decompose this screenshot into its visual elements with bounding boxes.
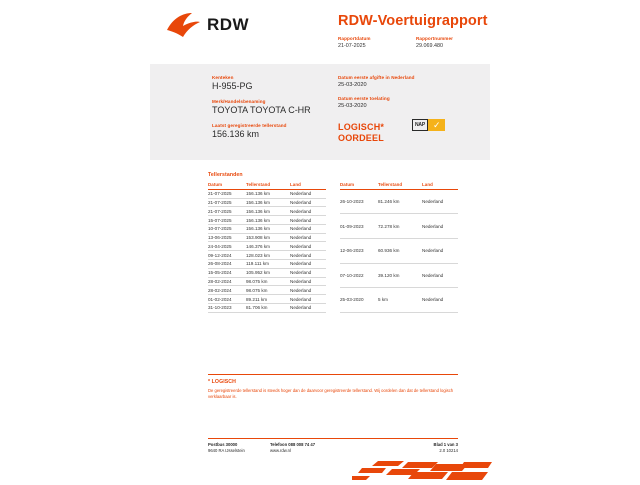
table-row: [208, 268, 326, 277]
cell-country: Nederland: [422, 189, 458, 214]
footer-phone-label: Telefoon 088 008 74 47: [270, 441, 316, 447]
table-header-row: [208, 181, 326, 189]
cell-mileage: 105.952 km: [246, 268, 290, 277]
nap-checkmark-icon: ✓: [428, 119, 445, 131]
table-row: [340, 263, 458, 288]
table-row: [208, 207, 326, 216]
cell-mileage: 81.706 km: [246, 303, 290, 312]
cell-date: 21-07-2025: [208, 207, 246, 216]
cell-mileage: 156.136 km: [246, 216, 290, 225]
footer-pagination: [434, 442, 458, 454]
cell-mileage: 98.075 km: [246, 286, 290, 295]
cell-date: 26-08-2024: [208, 260, 246, 269]
cell-country: Nederland: [290, 295, 326, 304]
cell-mileage: 156.136 km: [246, 198, 290, 207]
cell-date: 09-12-2024: [208, 251, 246, 260]
cell-country: Nederland: [290, 260, 326, 269]
rdw-brand-graphic-icon: [352, 460, 492, 480]
table-row: [340, 189, 458, 214]
divider: [208, 438, 458, 439]
column-header-date: Datum: [208, 181, 246, 189]
cell-date: 28-02-2024: [208, 277, 246, 286]
cell-country: Nederland: [290, 233, 326, 242]
table-row: [208, 251, 326, 260]
rdw-logo: [165, 12, 249, 38]
footer-address: [208, 442, 245, 454]
cell-date: 01-09-2023: [340, 214, 378, 239]
cell-country: Nederland: [290, 189, 326, 198]
license-plate-value: H-955-PG: [212, 81, 253, 91]
footnote-title: * LOGISCH: [208, 378, 236, 385]
column-header-country: Land: [290, 181, 326, 189]
table-row: [208, 198, 326, 207]
footer-contact: [270, 442, 315, 454]
mileage-table-right: [340, 181, 458, 313]
meta-value: 21-07-2025: [338, 43, 366, 49]
cell-date: 24-04-2025: [208, 242, 246, 251]
report-meta: [338, 35, 476, 50]
cell-mileage: 156.136 km: [246, 207, 290, 216]
meta-report-date: [338, 35, 398, 50]
footer-page-count: Blad 1 van 3: [433, 441, 458, 447]
cell-mileage: 146.376 km: [246, 242, 290, 251]
cell-country: Nederland: [290, 303, 326, 312]
mileage-section: [208, 172, 458, 313]
make-model-value: TOYOTA TOYOTA C-HR: [212, 105, 311, 115]
first-registration-nl-label: Datum eerste afgifte in Nederland: [338, 75, 415, 80]
cell-date: 15-05-2024: [208, 268, 246, 277]
table-row: [208, 286, 326, 295]
cell-country: Nederland: [422, 263, 458, 288]
cell-mileage: 98.075 km: [246, 277, 290, 286]
cell-date: 31-10-2023: [208, 303, 246, 312]
cell-date: 28-02-2024: [208, 286, 246, 295]
first-admission-value: 25-03-2020: [338, 103, 367, 109]
cell-country: Nederland: [290, 207, 326, 216]
footnote-text: De geregistreerde tellerstand is steeds hoger dan de daarvoor geregistreerde tellerstand. Wij oordelen dan dat de tellerstand logisch verklaarbaar is.: [208, 387, 454, 400]
table-row: [208, 303, 326, 312]
footer-website[interactable]: www.rdw.nl: [270, 447, 291, 453]
table-row: [340, 214, 458, 239]
table-row: [208, 260, 326, 269]
table-row: [208, 224, 326, 233]
cell-mileage: 156.136 km: [246, 189, 290, 198]
cell-date: 10-07-2025: [208, 224, 246, 233]
first-registration-nl-value: 25-03-2020: [338, 82, 367, 88]
cell-mileage: 5 km: [378, 288, 422, 313]
table-row: [208, 189, 326, 198]
vehicle-identity-block: [212, 74, 342, 141]
cell-date: 13-06-2025: [208, 233, 246, 242]
cell-date: 25-03-2020: [340, 288, 378, 313]
table-row: [208, 277, 326, 286]
table-row: [208, 295, 326, 304]
cell-mileage: 89.211 km: [246, 295, 290, 304]
cell-mileage: 119.111 km: [246, 260, 290, 269]
cell-country: Nederland: [290, 251, 326, 260]
cell-date: 12-06-2023: [340, 238, 378, 263]
footer-address-label: Postbus 30000: [208, 441, 238, 447]
vehicle-dates-block: [338, 74, 488, 111]
cell-country: Nederland: [422, 214, 458, 239]
meta-label: Rapportdatum: [338, 36, 371, 41]
cell-mileage: 153.908 km: [246, 233, 290, 242]
table-row: [340, 288, 458, 313]
column-header-mileage: Tellerstand: [378, 181, 422, 189]
verdict-line-2: OORDEEL: [338, 133, 384, 143]
meta-value: 29.069.480: [416, 43, 443, 49]
cell-date: 01-02-2024: [208, 295, 246, 304]
document-header: [0, 0, 640, 62]
cell-country: Nederland: [290, 198, 326, 207]
verdict-text: [338, 122, 384, 144]
cell-date: 26-10-2023: [340, 189, 378, 214]
license-plate-label: Kenteken: [212, 75, 234, 80]
first-admission-label: Datum eerste toelating: [338, 96, 390, 101]
cell-country: Nederland: [290, 268, 326, 277]
verdict-line-1: LOGISCH*: [338, 122, 385, 132]
cell-country: Nederland: [290, 242, 326, 251]
page-footer: [208, 438, 458, 458]
cell-mileage: 60.936 km: [378, 238, 422, 263]
rdw-flame-icon: [165, 12, 201, 38]
cell-date: 07-10-2022: [340, 263, 378, 288]
cell-country: Nederland: [422, 288, 458, 313]
cell-mileage: 156.136 km: [246, 224, 290, 233]
rdw-logo-text: RDW: [207, 15, 250, 34]
cell-date: 21-07-2025: [208, 198, 246, 207]
column-header-country: Land: [422, 181, 458, 189]
footnote-block: [208, 374, 458, 401]
cell-mileage: 81.246 km: [378, 189, 422, 214]
table-row: [208, 216, 326, 225]
meta-label: Rapportnummer: [416, 36, 454, 41]
mileage-table-left: [208, 181, 326, 313]
footer-address-line: 9640 RA IJsselstein: [208, 447, 245, 453]
last-mileage-label: Laatst geregistreerde tellerstand: [212, 123, 287, 128]
nap-badge: [412, 119, 445, 131]
column-header-date: Datum: [340, 181, 378, 189]
cell-country: Nederland: [422, 238, 458, 263]
cell-country: Nederland: [290, 224, 326, 233]
column-header-mileage: Tellerstand: [246, 181, 290, 189]
table-header-row: [340, 181, 458, 189]
footer-version: 2.0 10214: [439, 447, 458, 453]
table-row: [208, 242, 326, 251]
mileage-section-title: Tellerstanden: [208, 172, 243, 178]
nap-label: NAP: [412, 119, 428, 131]
vehicle-summary-panel: [150, 64, 490, 160]
cell-mileage: 72.278 km: [378, 214, 422, 239]
cell-mileage: 128.023 km: [246, 251, 290, 260]
cell-date: 21-07-2025: [208, 189, 246, 198]
divider: [208, 374, 458, 375]
cell-country: Nederland: [290, 286, 326, 295]
cell-country: Nederland: [290, 277, 326, 286]
cell-mileage: 39.120 km: [378, 263, 422, 288]
cell-country: Nederland: [290, 216, 326, 225]
cell-date: 15-07-2025: [208, 216, 246, 225]
page-title: RDW-Voertuigrapport: [338, 13, 488, 29]
meta-report-number: [416, 35, 476, 50]
table-row: [208, 233, 326, 242]
table-row: [340, 238, 458, 263]
make-model-label: Merk/Handelsbenaming: [212, 99, 266, 104]
last-mileage-value: 156.136 km: [212, 129, 260, 139]
